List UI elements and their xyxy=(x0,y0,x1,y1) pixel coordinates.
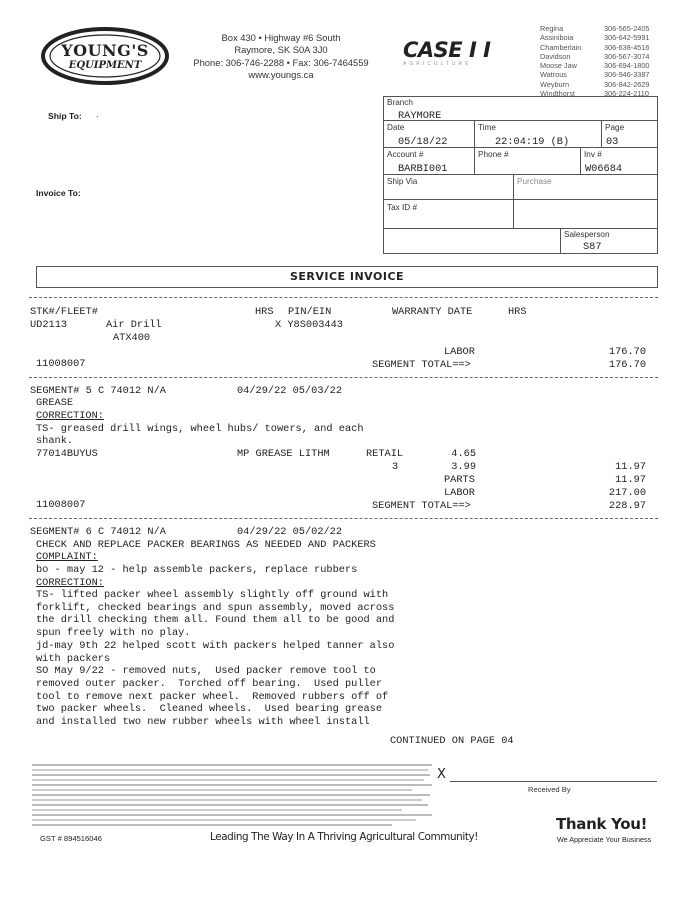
phone-line: Phone: 306-746-2288 • Fax: 306-7464559 xyxy=(193,56,369,68)
locations-list xyxy=(540,24,680,98)
logo-line2: EQUIPMENT xyxy=(68,60,142,71)
correction-line: two packer wheels. Cleaned wheels. Used bearing grease xyxy=(36,703,383,716)
tax-id-label: Tax ID # xyxy=(387,203,418,212)
location-item xyxy=(540,80,680,89)
seg5-part-desc: MP GREASE LITHM xyxy=(237,448,330,460)
seg4-labor: 176.70 xyxy=(608,346,646,358)
seg5-parts: 11.97 xyxy=(615,474,646,486)
location-phone: 306-224-2110 xyxy=(604,89,649,99)
seg5-retail-label: RETAIL xyxy=(366,448,404,460)
pin-header: PIN/EIN xyxy=(288,306,332,318)
location-phone: 306-565-2405 xyxy=(604,24,650,33)
page-label: Page xyxy=(605,123,625,132)
seg5-retail: 4.65 xyxy=(451,448,476,460)
unit-desc1: Air Drill xyxy=(106,319,162,331)
seg6-correction-text xyxy=(36,589,394,729)
seg5-price: 3.99 xyxy=(451,461,476,473)
location-phone: 306-567-3074 xyxy=(604,51,650,61)
correction-line: the drill checking them all. Found them all to be good and xyxy=(36,614,395,627)
brand-name: CASE I I xyxy=(403,38,491,62)
seg5-labor: 217.00 xyxy=(608,487,646,499)
location-item xyxy=(540,52,680,61)
branch-label: Branch xyxy=(387,98,413,107)
address-line2: Raymore, SK S0A 3J0 xyxy=(234,44,328,56)
divider xyxy=(29,518,658,519)
signature-line[interactable] xyxy=(450,781,657,782)
salesperson-label: Salesperson xyxy=(564,230,610,239)
branch-value: RAYMORE xyxy=(398,110,442,122)
location-phone: 306-638-4516 xyxy=(604,42,650,52)
logo-line1: YOUNG'S xyxy=(61,41,149,60)
correction-line: forklift, checked bearings and spun assembly, moved across xyxy=(36,601,395,614)
company-logo xyxy=(40,27,170,85)
correction-line: jd-may 9th 22 helped scott with packers helped tanner also xyxy=(36,639,395,652)
unit-id: UD2113 xyxy=(30,319,68,331)
signature-x: X xyxy=(437,767,446,782)
brand-logo xyxy=(403,38,490,67)
location-city: Assiniboia xyxy=(540,33,574,43)
location-phone: 306-842-2629 xyxy=(604,79,650,89)
seg4-code: 11008007 xyxy=(36,358,86,370)
seg4-labor-label: LABOR xyxy=(444,346,475,358)
inv-label: Inv # xyxy=(584,150,602,159)
stk-header: STK#/FLEET# xyxy=(30,306,98,318)
location-phone: 306-946-3387 xyxy=(604,70,650,80)
appreciate-text: We Appreciate Your Business xyxy=(557,835,652,844)
seg5-qty: 3 xyxy=(392,461,399,473)
location-item xyxy=(540,24,680,33)
seg6-dates: 04/29/22 05/02/22 xyxy=(237,526,343,538)
page-value: 03 xyxy=(606,136,619,148)
company-address xyxy=(186,32,376,81)
received-by-label: Received By xyxy=(528,785,571,794)
invoice-title: SERVICE INVOICE xyxy=(289,270,405,283)
hrs-header: HRS xyxy=(255,306,274,318)
location-item xyxy=(540,43,680,52)
seg5-parts-label: PARTS xyxy=(444,474,475,486)
unit-pin: X Y8S003443 xyxy=(275,319,343,331)
seg6-complaint: bo - may 12 - help assemble packers, replace rubbers xyxy=(36,564,358,576)
date-label: Date xyxy=(387,123,405,132)
seg5-total-label: SEGMENT TOTAL==> xyxy=(372,500,471,512)
seg6-header: SEGMENT# 6 C 74012 N/A xyxy=(30,526,166,538)
location-phone: 306-642-5991 xyxy=(604,33,650,43)
correction-line: with packers xyxy=(36,652,111,665)
seg5-correction-label: CORRECTION: xyxy=(36,410,104,422)
location-item xyxy=(540,70,680,79)
seg5-header: SEGMENT# 5 C 74012 N/A xyxy=(30,385,166,397)
seg5-code: 11008007 xyxy=(36,499,86,511)
seg6-correction-label: CORRECTION: xyxy=(36,577,104,589)
seg5-part-no: 77014BUYUS xyxy=(36,448,98,460)
hrs2-header: HRS xyxy=(508,306,527,318)
ship-via-label: Ship Via xyxy=(387,177,418,186)
correction-line: and installed two new rubber wheels with wheel install xyxy=(36,716,370,729)
seg4-total-label: SEGMENT TOTAL==> xyxy=(372,359,471,371)
brand-sub: AGRICULTURE xyxy=(403,61,472,67)
terms-fine-print xyxy=(32,764,432,829)
location-item xyxy=(540,61,680,70)
seg5-title: GREASE xyxy=(36,397,74,409)
address-line1: Box 430 • Highway #6 South xyxy=(221,32,341,43)
warranty-header: WARRANTY DATE xyxy=(392,306,473,318)
purchase-label: Purchase xyxy=(517,177,552,186)
seg5-labor-label: LABOR xyxy=(444,487,475,499)
seg5-total: 228.97 xyxy=(608,500,646,512)
thank-you: Thank You! xyxy=(556,815,648,833)
divider xyxy=(29,297,658,298)
ship-to-value: . xyxy=(96,109,99,119)
correction-line: spun freely with no play. xyxy=(36,627,191,640)
location-city: Davidson xyxy=(540,51,571,61)
location-item xyxy=(540,33,680,42)
location-city: Moose Jaw xyxy=(540,61,577,71)
location-city: Chamberlain xyxy=(540,42,582,52)
location-phone: 306-694-1800 xyxy=(604,61,650,71)
correction-line: tool to remove next packer wheel. Removed rubbers off of xyxy=(36,690,389,703)
time-label: Time xyxy=(478,123,496,132)
correction-line: TS- lifted packer wheel assembly slightly off ground with xyxy=(36,589,389,601)
divider xyxy=(29,377,658,378)
seg6-complaint-label: COMPLAINT: xyxy=(36,551,98,563)
salesperson-value: S87 xyxy=(583,241,602,253)
invoice-to-label: Invoice To: xyxy=(36,188,81,198)
seg5-correction-line2: shank. xyxy=(36,435,74,447)
slogan: Leading The Way In A Thriving Agricultural Community! xyxy=(210,831,479,843)
account-value: BARBI001 xyxy=(398,163,448,175)
seg4-total: 176.70 xyxy=(608,359,646,371)
correction-line: removed outer packer. Torched off bearing. Used puller xyxy=(36,677,383,690)
correction-line: SO May 9/22 - removed nuts, Used packer remove tool to xyxy=(36,665,376,678)
web-line: www.youngs.ca xyxy=(248,68,314,80)
location-city: Weyburn xyxy=(540,79,570,89)
unit-desc2: ATX400 xyxy=(113,332,151,344)
time-value: 22:04:19 (B) xyxy=(495,136,570,148)
continued-note: CONTINUED ON PAGE 04 xyxy=(390,735,514,747)
date-value: 05/18/22 xyxy=(398,136,448,148)
seg5-ext: 11.97 xyxy=(615,461,646,473)
location-city: Regina xyxy=(540,24,564,33)
account-label: Account # xyxy=(387,150,424,159)
gst-number: GST # 894516046 xyxy=(40,834,102,843)
location-city: Windthorst xyxy=(540,89,575,99)
seg5-dates: 04/29/22 05/03/22 xyxy=(237,385,343,397)
ship-to-label: Ship To: xyxy=(48,111,82,121)
phone-label: Phone # xyxy=(478,150,509,159)
location-city: Watrous xyxy=(540,70,567,80)
seg6-title: CHECK AND REPLACE PACKER BEARINGS AS NEEDED AND PACKERS xyxy=(36,539,376,551)
seg5-correction-line1: TS- greased drill wings, wheel hubs/ towers, and each xyxy=(36,423,364,435)
inv-value: W06684 xyxy=(585,163,623,175)
